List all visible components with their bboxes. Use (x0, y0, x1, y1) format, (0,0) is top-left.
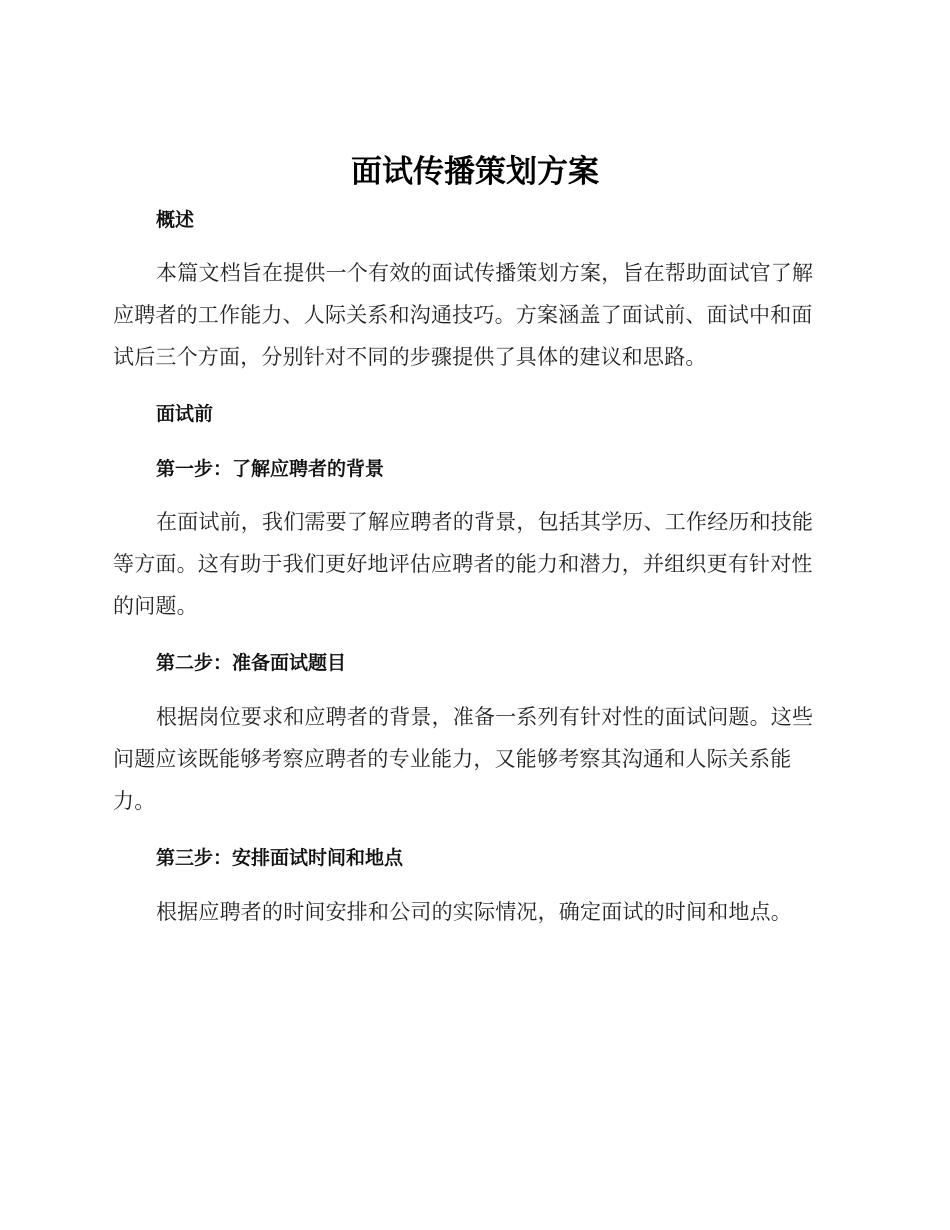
paragraph-line: 根据岗位要求和应聘者的背景，准备一系列有针对性的面试问题。这些 (156, 705, 814, 729)
section-paragraph-step-two (113, 696, 837, 822)
paragraph-line: 试后三个方面，分别针对不同的步骤提供了具体的建议和思路。 (113, 345, 707, 369)
paragraph-line: 力。 (113, 789, 156, 813)
section-paragraph-step-one (113, 501, 837, 627)
section-heading-step-three: 第三步：安排面试时间和地点 (156, 847, 404, 869)
section-heading-step-one: 第一步：了解应聘者的背景 (156, 458, 385, 480)
paragraph-line: 本篇文档旨在提供一个有效的面试传播策划方案，旨在帮助面试官了解 (156, 261, 814, 285)
paragraph-line: 的问题。 (113, 594, 198, 618)
section-heading-overview: 概述 (156, 209, 195, 231)
paragraph-line: 问题应该既能够考察应聘者的专业能力，又能够考察其沟通和人际关系能 (113, 747, 792, 771)
section-heading-before-interview: 面试前 (156, 403, 214, 425)
paragraph-line: 等方面。这有助于我们更好地评估应聘者的能力和潜力，并组织更有针对性 (113, 552, 813, 576)
section-heading-step-two: 第二步：准备面试题目 (156, 652, 347, 674)
section-paragraph-step-three (113, 891, 837, 933)
document-title: 面试传播策划方案 (351, 154, 599, 190)
paragraph-line: 在面试前，我们需要了解应聘者的背景，包括其学历、工作经历和技能 (156, 510, 814, 534)
paragraph-line: 根据应聘者的时间安排和公司的实际情况，确定面试的时间和地点。 (156, 900, 792, 924)
section-paragraph-overview (113, 252, 837, 378)
paragraph-line: 应聘者的工作能力、人际关系和沟通技巧。方案涵盖了面试前、面试中和面 (113, 303, 813, 327)
